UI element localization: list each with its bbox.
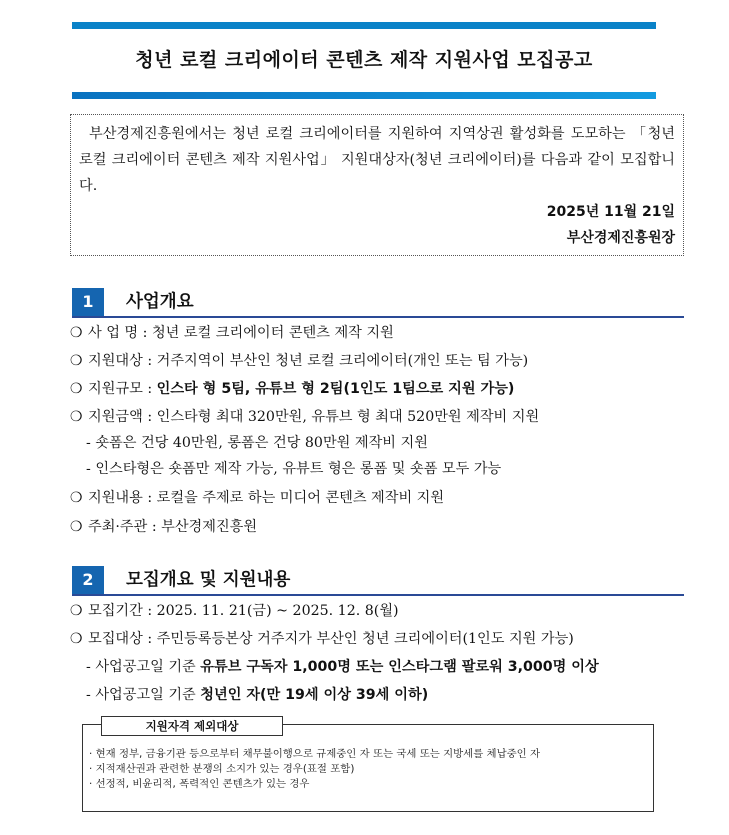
section-2-header (72, 566, 684, 596)
section-1-header (72, 288, 684, 318)
list-item: ❍ 지원규모 : 인스타 형 5팀, 유튜브 형 2팀(1인도 1팀으로 지원 가능) (70, 381, 515, 397)
title-top-bar (72, 22, 656, 29)
list-item: ❍ 지원대상 : 거주지역이 부산인 청년 로컬 크리에이터(개인 또는 팀 가능) (70, 353, 529, 369)
exclusion-item: · 지적재산권과 관련한 분쟁의 소지가 있는 경우(표절 포함) (89, 763, 355, 775)
exclusion-label: 지원자격 제외대상 (101, 716, 283, 736)
list-item: ❍ 사 업 명 : 청년 로컬 크리에이터 콘텐츠 제작 지원 (70, 325, 394, 341)
list-item: ❍ 주최·주관 : 부산경제진흥원 (70, 519, 258, 535)
list-subitem: - 숏폼은 건당 40만원, 롱폼은 건당 80만원 제작비 지원 (86, 435, 428, 451)
exclusion-item: · 선정적, 비윤리적, 폭력적인 콘텐츠가 있는 경우 (89, 778, 310, 790)
list-subitem: - 인스타형은 숏폼만 제작 가능, 유뷰트 형은 롱폼 및 숏폼 모두 가능 (86, 461, 502, 477)
list-subitem: - 사업공고일 기준 유튜브 구독자 1,000명 또는 인스타그램 팔로워 3,000명 이상 (86, 659, 599, 675)
list-item: ❍ 모집대상 : 주민등록등본상 거주지가 부산인 청년 크리에이터(1인도 지원 가능) (70, 631, 574, 647)
section-number: 1 (72, 288, 104, 316)
section-title: 사업개요 (126, 292, 194, 312)
list-item: ❍ 모집기간 : 2025. 11. 21(금) ~ 2025. 12. 8(월) (70, 603, 399, 619)
list-item: ❍ 지원내용 : 로컬을 주제로 하는 미디어 콘텐츠 제작비 지원 (70, 490, 445, 506)
intro-box (70, 114, 684, 256)
announcement-signer: 부산경제진흥원장 (566, 230, 675, 246)
page-title: 청년 로컬 크리에이터 콘텐츠 제작 지원사업 모집공고 (135, 49, 593, 71)
section-title: 모집개요 및 지원내용 (126, 570, 291, 590)
exclusion-item: · 현재 정부, 금융기관 등으로부터 채무불이행으로 규제중인 자 또는 국세 또는 지방세를 체납중인 자 (89, 748, 541, 760)
list-subitem: - 사업공고일 기준 청년인 자(만 19세 이상 39세 이하) (86, 687, 429, 703)
list-item: ❍ 지원금액 : 인스타형 최대 320만원, 유튜브 형 최대 520만원 제작비 지원 (70, 409, 540, 425)
announcement-date: 2025년 11월 21일 (546, 204, 675, 220)
exclusion-box (82, 719, 654, 812)
exclusion-list (89, 747, 540, 792)
intro-text: 부산경제진흥원에서는 청년 로컬 크리에이터를 지원하여 지역상권 활성화를 도모하는 「청년 로컬 크리에이터 콘텐츠 제작 지원사업」 지원대상자(청년 크리에이터)를 다음과 같이 모집합니다. (79, 126, 675, 194)
title-bottom-bar (72, 92, 656, 99)
section-number: 2 (72, 566, 104, 594)
